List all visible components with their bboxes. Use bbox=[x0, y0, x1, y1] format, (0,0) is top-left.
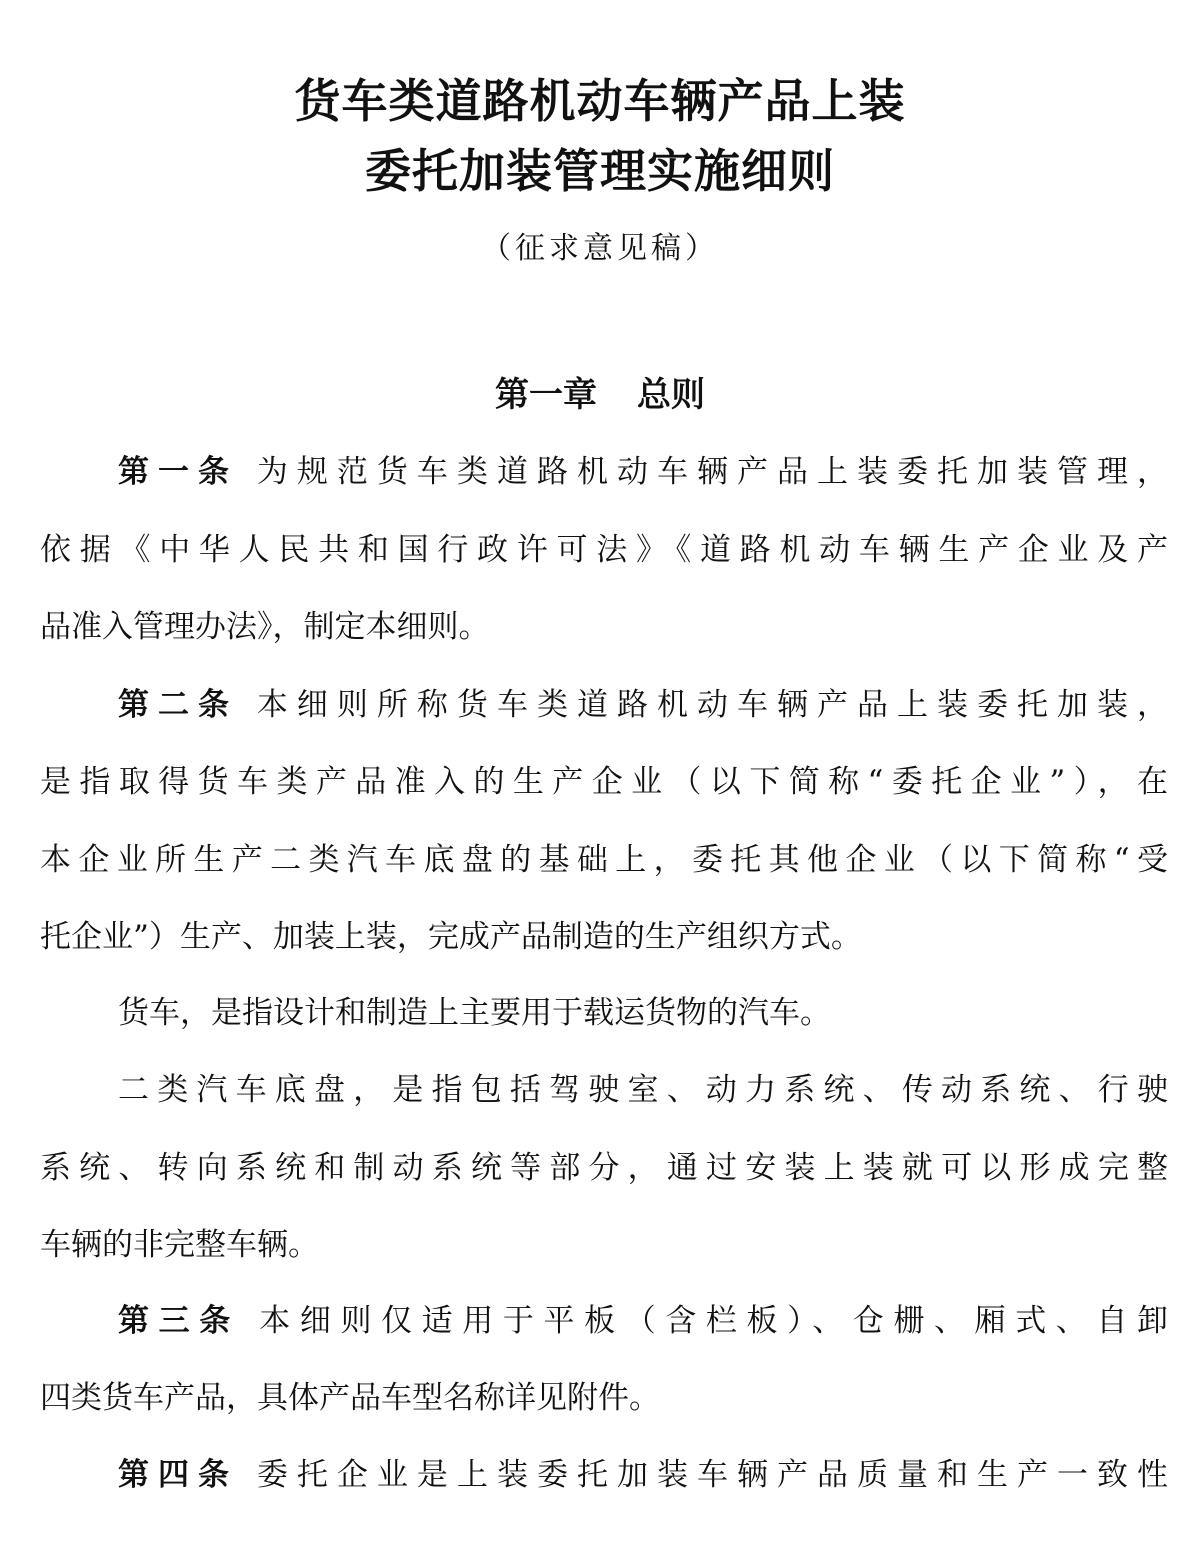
article-1-line-3: 品准入管理办法》，制定本细则。 bbox=[40, 609, 490, 645]
article-2-line-2: 是指取得货车类产品准入的生产企业（以下简称“委托企业”），在 bbox=[40, 764, 1168, 800]
definition-chassis-line-1: 二类汽车底盘，是指包括驾驶室、动力系统、传动系统、行驶 bbox=[118, 1072, 1168, 1108]
chapter-number: 第一章 bbox=[495, 375, 597, 415]
document-title-line-2: 委托加装管理实施细则 bbox=[365, 144, 835, 198]
article-3-label: 第三条 bbox=[118, 1303, 240, 1339]
article-2-text-1: 本细则所称货车类道路机动车辆产品上装委托加装， bbox=[256, 687, 1169, 723]
chapter-heading bbox=[0, 375, 1200, 415]
article-2-line-4: 托企业”）生产、加装上装，完成产品制造的生产组织方式。 bbox=[40, 919, 862, 955]
article-2-line-3: 本企业所生产二类汽车底盘的基础上，委托其他企业（以下简称“受 bbox=[40, 842, 1168, 878]
article-3-line-2: 四类货车产品，具体产品车型名称详见附件。 bbox=[40, 1380, 660, 1416]
definition-chassis-line-3: 车辆的非完整车辆。 bbox=[40, 1227, 319, 1263]
article-2-label: 第二条 bbox=[118, 687, 239, 723]
article-1-line-2: 依据《中华人民共和国行政许可法》《道路机动车辆生产企业及产 bbox=[40, 532, 1168, 568]
definition-truck-line-1: 货车，是指设计和制造上主要用于载运货物的汽车。 bbox=[118, 995, 831, 1031]
chapter-name: 总则 bbox=[637, 375, 705, 415]
article-4-text-1: 委托企业是上装委托加装车辆产品质量和生产一致性 bbox=[256, 1457, 1169, 1493]
article-3-line-1 bbox=[118, 1301, 1168, 1341]
document-subtitle: （征求意见稿） bbox=[481, 231, 719, 266]
article-4-label: 第四条 bbox=[118, 1457, 239, 1493]
article-1-line-1 bbox=[118, 452, 1168, 492]
article-3-text-1: 本细则仅适用于平板（含栏板）、仓栅、厢式、自卸 bbox=[259, 1303, 1169, 1339]
article-2-line-1 bbox=[118, 685, 1168, 725]
article-4-line-1 bbox=[118, 1455, 1168, 1495]
article-1-text-1: 为规范货车类道路机动车辆产品上装委托加装管理， bbox=[256, 454, 1169, 490]
document-title-line-1: 货车类道路机动车辆产品上装 bbox=[294, 74, 906, 128]
definition-chassis-line-2: 系统、转向系统和制动系统等部分，通过安装上装就可以形成完整 bbox=[40, 1150, 1168, 1186]
article-1-label: 第一条 bbox=[118, 454, 239, 490]
